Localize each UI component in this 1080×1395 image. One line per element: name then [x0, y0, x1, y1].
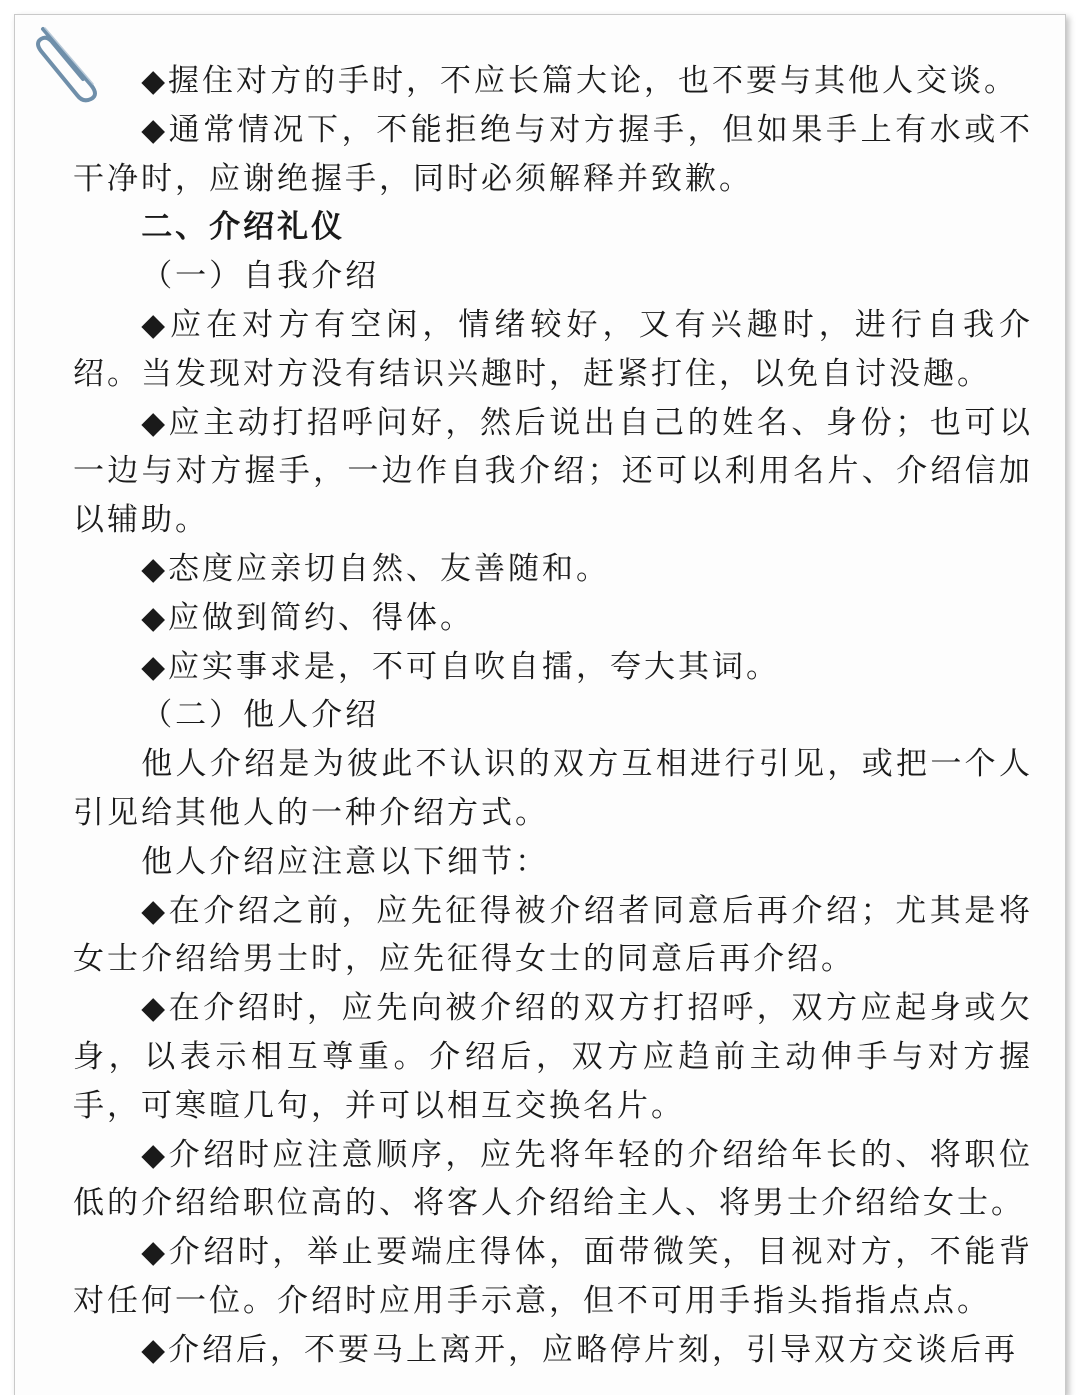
bullet-paragraph: ◆应做到简约、得体。: [141, 599, 475, 636]
section-heading: 二、介绍礼仪: [141, 209, 346, 246]
subsection-heading: （一）自我介绍: [141, 258, 380, 295]
subsection-heading: （二）他人介绍: [141, 697, 380, 734]
bullet-paragraph: ◆介绍时应注意顺序，应先将年轻的介绍给年长的、将职位低的介绍给职位高的、将客人介绍给主人、将男士介绍给女士。: [73, 1136, 1033, 1222]
bullet-paragraph: ◆握住对方的手时，不应长篇大论，也不要与其他人交谈。: [141, 63, 1019, 99]
bullet-paragraph: ◆应主动打招呼问好，然后说出自己的姓名、身份；也可以一边与对方握手，一边作自我介绍；还可以利用名片、介绍信加以辅助。: [73, 404, 1033, 539]
body-paragraph: 他人介绍应注意以下细节：: [141, 843, 550, 880]
bullet-paragraph: ◆介绍后，不要马上离开，应略停片刻，引导双方交谈后再: [141, 1331, 1019, 1368]
body-paragraph: 他人介绍是为彼此不认识的双方互相进行引见，或把一个人引见给其他人的一种介绍方式。: [73, 746, 1033, 831]
bullet-paragraph: ◆在介绍时，应先向被介绍的双方打招呼，双方应起身或欠身，以表示相互尊重。介绍后，双方应趋前主动伸手与对方握手，可寒暄几句，并可以相互交换名片。: [73, 990, 1033, 1124]
document-body: [73, 57, 1033, 1375]
bullet-paragraph: ◆在介绍之前，应先征得被介绍者同意后再介绍；尤其是将女士介绍给男士时，应先征得女士的同意后再介绍。: [73, 892, 1033, 978]
bullet-paragraph: ◆态度应亲切自然、友善随和。: [141, 550, 611, 587]
bullet-paragraph: ◆通常情况下，不能拒绝与对方握手，但如果手上有水或不干净时，应谢绝握手，同时必须解释并致歉。: [73, 111, 1033, 197]
bullet-paragraph: ◆介绍时，举止要端庄得体，面带微笑，目视对方，不能背对任何一位。介绍时应用手示意，但不可用手指头指指点点。: [73, 1234, 1033, 1319]
bullet-paragraph: ◆应实事求是，不可自吹自擂，夸大其词。: [141, 648, 781, 685]
bullet-paragraph: ◆应在对方有空闲，情绪较好，又有兴趣时，进行自我介绍。当发现对方没有结识兴趣时，赶紧打住，以免自讨没趣。: [73, 306, 1033, 392]
document-page: [14, 14, 1066, 1395]
